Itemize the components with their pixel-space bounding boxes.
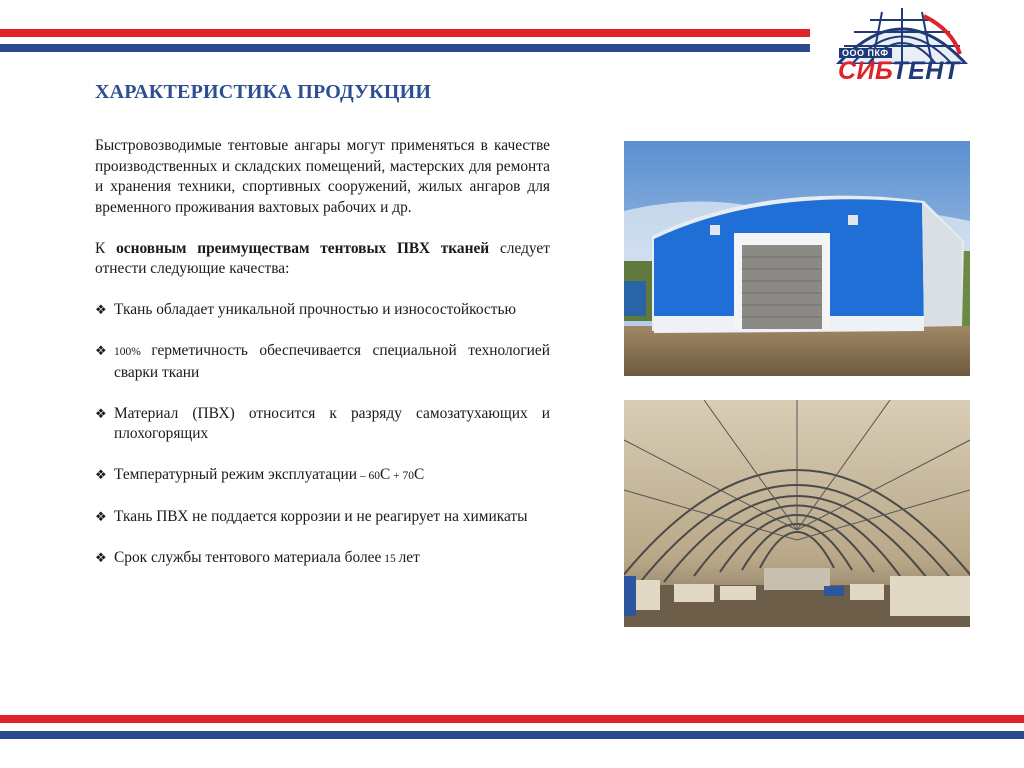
list-item-text: Ткань обладает уникальной прочностью и износостойкостью	[114, 301, 516, 318]
top-blue-stripe	[0, 44, 810, 52]
logo-brand-blue: ТЕНТ	[892, 57, 960, 85]
advantages-suffix: следует отнести следующие качества:	[95, 239, 550, 277]
temperature-min: – 60	[356, 470, 380, 482]
list-item-text: Ткань ПВХ не поддается коррозии и не реагирует на химикаты	[114, 508, 528, 525]
list-item	[95, 465, 550, 487]
list-item-text: Материал (ПВХ) относится к разряду самозатухающих и плохогорящих	[114, 404, 550, 442]
logo-brand-text	[838, 58, 960, 84]
main-text	[95, 136, 550, 570]
temperature-max: + 70	[390, 470, 414, 482]
hangar-exterior-photo	[624, 141, 970, 376]
advantages-paragraph	[95, 239, 550, 280]
list-item-text: Срок службы тентового материала более	[114, 549, 382, 566]
logo-brand-red: СИБ	[838, 57, 893, 85]
logo-prefix: ООО ПКФ	[839, 48, 892, 58]
diamond-dots-icon: ❖	[95, 550, 107, 565]
advantages-prefix: К	[95, 239, 117, 257]
intro-paragraph: Быстровозводимые тентовые ангары могут применяться в качестве производственных и складских помещений, мастерских для ремонта и хранения техники, спортивных сооружений, жилых ангаров для временного проживания вахтовых рабочих и др.	[95, 137, 550, 216]
company-logo	[832, 4, 972, 88]
advantages-list	[95, 300, 550, 570]
diamond-dots-icon: ❖	[95, 302, 107, 317]
diamond-dots-icon: ❖	[95, 343, 107, 358]
advantages-bold: основным преимуществам тентовых ПВХ тканей	[116, 239, 490, 257]
list-item	[95, 300, 550, 321]
list-item	[95, 404, 550, 445]
temperature-unit: С	[379, 466, 391, 483]
diamond-dots-icon: ❖	[95, 405, 107, 421]
list-item-number: 15	[381, 553, 399, 565]
list-item-text-end: лет	[398, 549, 420, 566]
list-item-text: Температурный режим эксплуатации	[114, 466, 357, 483]
list-item-number: 100%	[114, 346, 152, 358]
diamond-dots-icon: ❖	[95, 467, 107, 482]
page-title: ХАРАКТЕРИСТИКА ПРОДУКЦИИ	[95, 81, 432, 103]
list-item	[95, 341, 550, 383]
list-item-text: герметичность обеспечивается специальной технологией сварки ткани	[114, 342, 550, 381]
list-item	[95, 548, 550, 570]
list-item	[95, 507, 550, 528]
top-red-stripe	[0, 29, 810, 37]
bottom-red-stripe	[0, 715, 1024, 723]
hangar-interior-photo	[624, 400, 970, 627]
temperature-unit: С	[413, 466, 425, 483]
diamond-dots-icon: ❖	[95, 509, 107, 524]
bottom-blue-stripe	[0, 731, 1024, 739]
